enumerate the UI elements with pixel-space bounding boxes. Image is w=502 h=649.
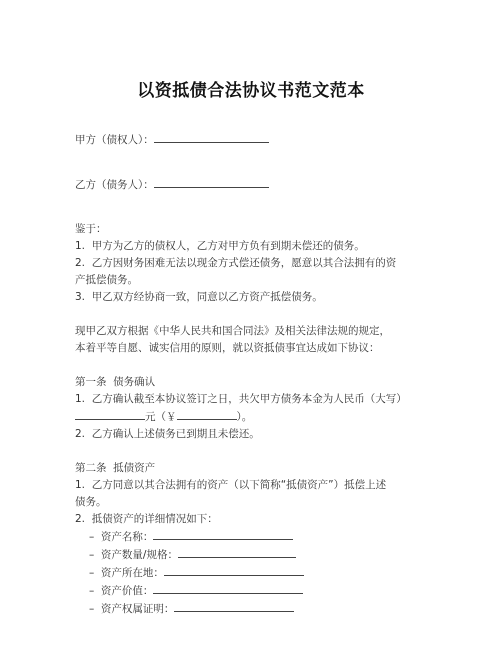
article-2-line: 2. 抵债资产的详细情况如下： — [75, 513, 218, 525]
article-1-line: 2. 乙方确认上述债务已到期且未偿还。 — [75, 428, 260, 440]
asset-field-label: – 资产价值： — [89, 585, 154, 597]
amount-close: ）。 — [236, 411, 253, 423]
asset-field-blank[interactable] — [164, 564, 304, 576]
whereas-item: 产抵偿债务。 — [75, 274, 138, 286]
document-title: 以资抵债合法协议书范文范本 — [137, 81, 365, 101]
asset-field — [75, 582, 462, 600]
asset-field — [75, 600, 462, 618]
asset-field-label: – 资产权属证明： — [89, 603, 175, 615]
party-a-line — [75, 131, 462, 149]
whereas-item: 2. 乙方因财务困难无法以现金方式偿还债务，愿意以其合法拥有的资 — [75, 257, 397, 269]
article-1-line: 1. 乙方确认截至本协议签订之日，共欠甲方债务本金为人民币（大写） — [75, 393, 407, 405]
asset-field-label: – 资产名称： — [89, 531, 154, 543]
asset-field-blank[interactable] — [178, 546, 296, 558]
whereas-heading: 鉴于： — [75, 223, 107, 235]
amount-words-blank[interactable] — [75, 408, 145, 420]
party-b-line — [75, 176, 462, 194]
asset-field-blank[interactable] — [174, 600, 294, 612]
whereas-item: 3. 甲乙双方经协商一致，同意以乙方资产抵偿债务。 — [75, 291, 323, 303]
asset-field — [75, 564, 462, 582]
article-2-heading: 第二条 抵债资产 — [75, 462, 156, 474]
asset-field — [75, 546, 462, 564]
asset-field-blank[interactable] — [153, 528, 293, 540]
amount-yuan-label: 元（￥ — [145, 411, 177, 423]
party-a-blank[interactable] — [154, 131, 269, 143]
article-2-line: 债务。 — [75, 496, 107, 508]
article-1-heading: 第一条 债务确认 — [75, 376, 156, 388]
preamble-line: 现甲乙双方根据《中华人民共和国合同法》及相关法律法规的规定， — [75, 325, 390, 337]
article-2-line: 1. 乙方同意以其合法拥有的资产（以下简称“抵债资产”）抵偿上述 — [75, 479, 387, 491]
asset-field-blank[interactable] — [153, 582, 303, 594]
asset-field-label: – 资产所在地： — [89, 567, 164, 579]
preamble-line: 本着平等自愿、诚实信用的原则，就以资抵债事宜达成如下协议： — [75, 342, 380, 354]
party-a-label: 甲方（债权人）： — [75, 134, 154, 146]
asset-field-label: – 资产数量/规格： — [89, 549, 178, 561]
party-b-blank[interactable] — [154, 176, 269, 188]
asset-field — [75, 528, 462, 546]
whereas-item: 1. 甲方为乙方的债权人，乙方对甲方负有到期未偿还的债务。 — [75, 240, 365, 252]
amount-figures-blank[interactable] — [177, 408, 237, 420]
party-b-label: 乙方（债务人）： — [75, 179, 154, 191]
article-1-amount-line — [75, 408, 462, 426]
